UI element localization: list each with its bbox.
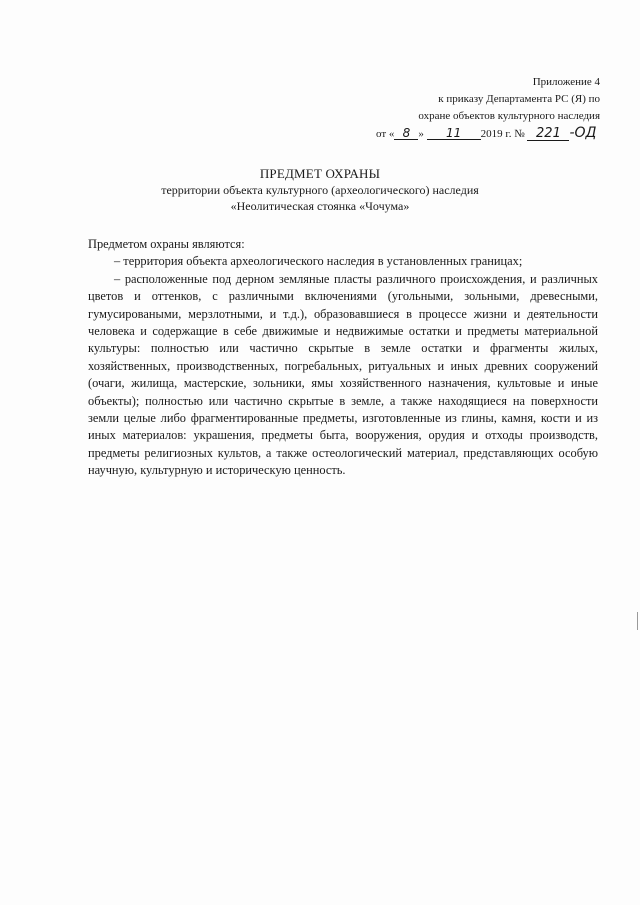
order-number-suffix: -ОД [569,125,597,141]
body-text [88,236,598,480]
order-day-handwritten: 8 [394,127,418,140]
scan-edge-mark [637,612,638,630]
title-block [0,166,640,214]
appendix-department: охране объектов культурного наследия [418,110,600,122]
site-name: «Неолитическая стоянка «Чочума» [230,199,410,213]
document-title: ПРЕДМЕТ ОХРАНЫ [259,166,381,181]
body-intro: Предметом охраны являются: [88,237,245,251]
order-date-mid: » [418,128,424,140]
protection-item: – территория объекта археологического наследия в установленных границах; [114,254,523,269]
order-month-handwritten: 11 [427,127,481,140]
appendix-label: Приложение 4 [532,76,600,88]
order-date-number [370,125,600,143]
document-subtitle: территории объекта культурного (археологического) наследия [161,183,479,197]
appendix-header [370,74,600,143]
appendix-order-ref: к приказу Департамента РС (Я) по [438,93,600,105]
order-number-handwritten: 221 [527,128,569,141]
order-date-prefix: от « [376,128,395,140]
order-year: 2019 г. № [480,128,525,140]
protection-item: – расположенные под дерном земляные пласты различного происхождения, и различных цветов и оттенков, с различными включениями (угольными, зольными, древесными, гумусироваными, мерзлотными, и т.д.), образовавшиеся в процессе жизни и деятельности человека и содержащие в себе движимые и недвижимые остатки и предметы материальной культуры: полностью или частично скрытые в земле остатки и фрагменты жилых, хозяйственных, производственных, погребальных, ритуальных и иных древних сооружений (очаги, жилища, мастерские, зольники, ямы хозяйственного назначения, культовые и иные объекты); полностью или частично скрытые в земле, а также находящиеся на поверхности земли целые либо фрагментированные предметы, изготовленные из глины, камня, кости и из иных материалов: украшения, предметы быта, вооружения, орудия и отходы производств, предметы религиозных культов, а также остеологический материал, представляющих особую научную, культурную и историческую ценность. [88,271,598,478]
